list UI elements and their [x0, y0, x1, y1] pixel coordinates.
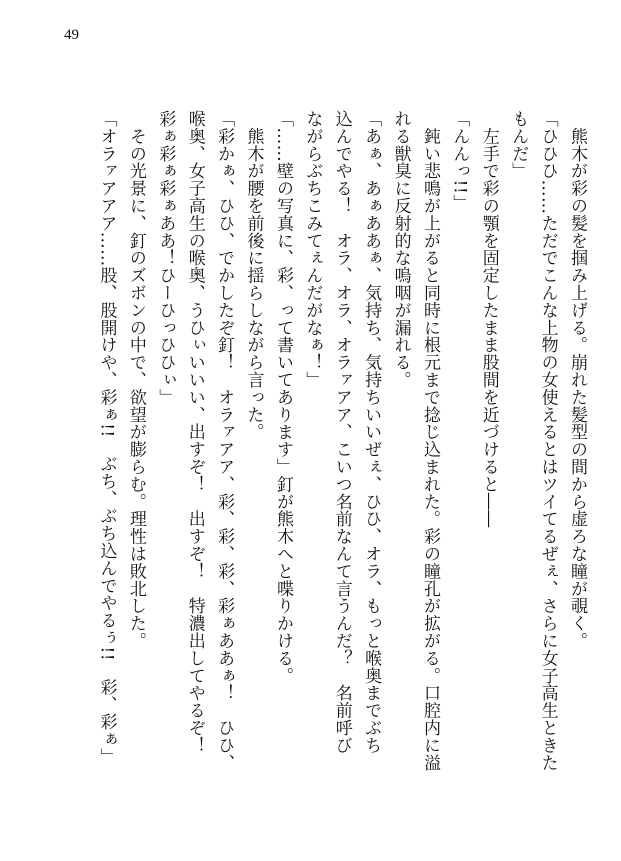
body-text: [71, 110, 591, 800]
text-line: その光景に、釘のズボンの中で、欲望が膨らむ。理性は敗北した。: [125, 110, 146, 650]
text-line: 「あぁ、あぁああぁ、気持ち、気持ちいいぜぇ、ひひ、オラ、もっと喉奥までぶち: [361, 110, 382, 754]
text-line: 「ひひひ……ただでこんな上物の女使えるとはツイてるぜぇ、さらに女子高生ときた: [537, 110, 558, 772]
text-line: 彩ぁ彩ぁ彩ぁああ！ひーひっひひぃ」: [155, 110, 176, 406]
text-line: 喉奥、女子高生の喉奥、うひぃいいい、出すぞ！ 出すぞ！ 特濃出してやるぞ！: [184, 110, 205, 754]
page-number: 49: [64, 27, 79, 43]
text-line: もんだ」: [508, 110, 529, 180]
text-line: 鈍い悲鳴が上がると同時に根元まで捻じ込まれた。彩の瞳孔が拡がる。口腔内に溢: [419, 110, 440, 772]
text-line: 「……壁の写真に、彩、って書いてあります」釘が熊木へと喋りかける。: [272, 110, 293, 685]
text-line: ながらぶちこみてぇんだがなぁ！」: [302, 110, 323, 389]
text-line: 込んでやる！ オラ、オラ、オラァアア、こいつ名前なんて言うんだ？ 名前呼び: [331, 110, 352, 754]
text-line: 「んんっ!!」: [449, 110, 470, 212]
text-line: 「彩かぁ、ひひ、でかしたぞ釘！ オラァアア、彩、彩、彩、彩ぁああぁ！ ひひ、: [214, 110, 235, 772]
text-line: れる獣臭に反射的な嗚咽が漏れる。: [390, 110, 411, 389]
text-line: 「オラァアアア……股、股開けや、彩ぁ!! ぶち、ぶち込んでやるぅ!! 彩、彩ぁ」: [96, 110, 117, 766]
text-line: 熊木が腰を前後に揺らしながら言った。: [243, 110, 264, 441]
text-line: 熊木が彩の髪を掴み上げる。崩れた髪型の間から虚ろな瞳が覗く。: [567, 110, 587, 650]
text-line: 左手で彩の顎を固定したまま股間を近づけると――: [478, 110, 499, 528]
